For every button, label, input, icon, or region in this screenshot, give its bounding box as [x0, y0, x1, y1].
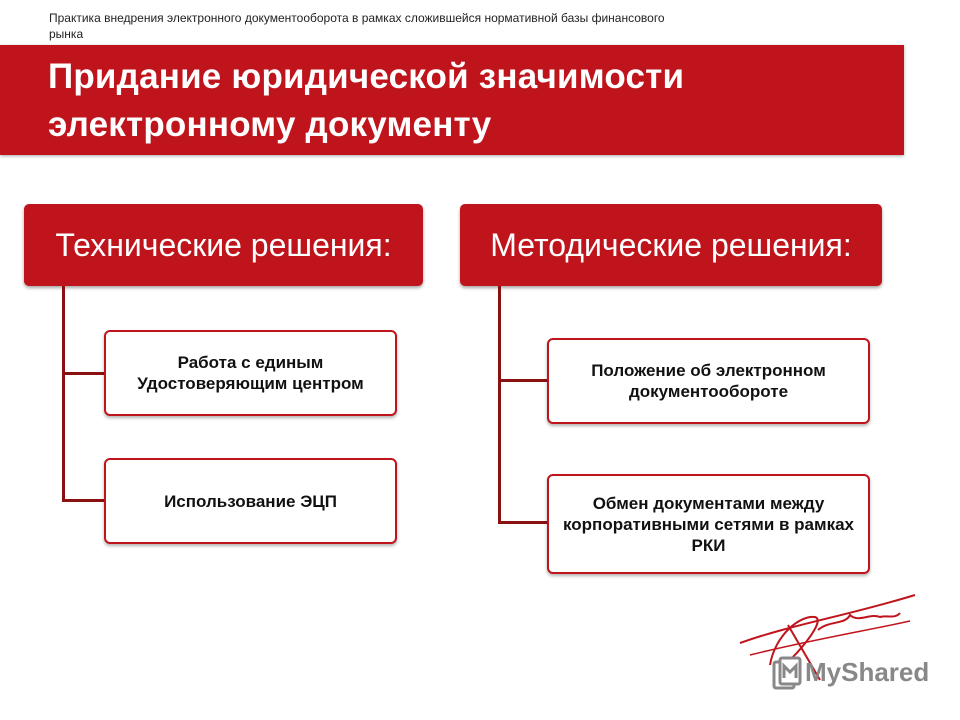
right-connector-branch-2 — [498, 521, 550, 524]
item-unified-ca: Работа с единым Удостоверяющим центром — [104, 330, 397, 416]
technical-solutions-heading: Технические решения: — [24, 204, 423, 286]
header-subtitle: Практика внедрения электронного документооборота в рамках сложившейся нормативной базы финансового рынка — [49, 11, 665, 41]
item-digital-signature: Использование ЭЦП — [104, 458, 397, 544]
left-connector-branch-1 — [62, 372, 106, 375]
left-connector-trunk — [62, 286, 65, 502]
item-edo-regulation: Положение об электронном документообороте — [547, 338, 870, 424]
item-document-exchange: Обмен документами между корпоративными сетями в рамках РКИ — [547, 474, 870, 574]
myshared-watermark: MyShared — [805, 657, 930, 687]
methodical-solutions-heading: Методические решения: — [460, 204, 882, 286]
right-connector-trunk — [498, 286, 501, 524]
right-connector-branch-1 — [498, 379, 550, 382]
left-connector-branch-2 — [62, 499, 106, 502]
myshared-logo-icon — [772, 656, 802, 690]
title-banner — [0, 45, 904, 155]
page-title: Придание юридической значимости электронному документу — [48, 57, 685, 144]
